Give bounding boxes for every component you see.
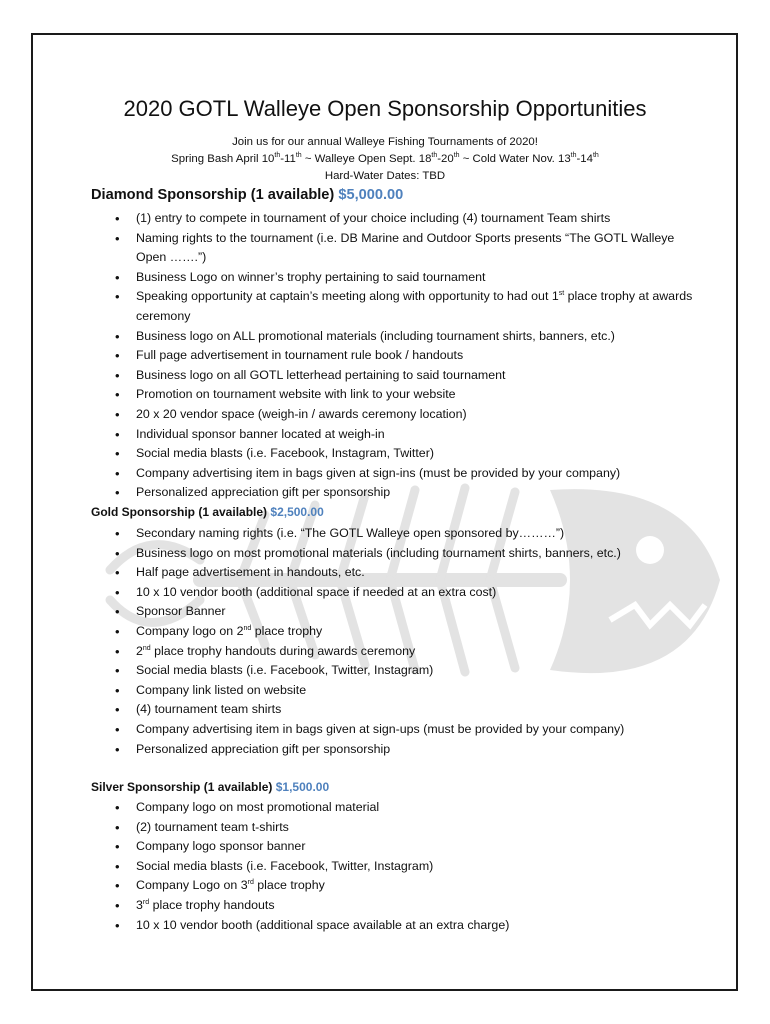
silver-heading: Silver Sponsorship (1 available) $1,500.00 [91, 780, 330, 794]
list-item: • (1) entry to compete in tournament of your choice including (4) tournament Team shirts [0, 209, 696, 229]
list-item: • Social media blasts (i.e. Facebook, Twitter, Instagram) [0, 857, 696, 877]
list-item: • 2nd place trophy handouts during awards ceremony [0, 642, 696, 662]
gold-benefits [0, 524, 770, 759]
list-item: • Business logo on ALL promotional materials (including tournament shirts, banners, etc.) [0, 327, 696, 347]
list-item: • Individual sponsor banner located at weigh-in [0, 425, 696, 445]
list-item: • Personalized appreciation gift per sponsorship [0, 483, 696, 503]
diamond-heading: Diamond Sponsorship (1 available) $5,000.00 [91, 187, 404, 203]
list-item: • Company logo sponsor banner [0, 837, 696, 857]
list-item: • Sponsor Banner [0, 602, 696, 622]
list-item: • Social media blasts (i.e. Facebook, Twitter, Instagram) [0, 661, 696, 681]
list-item: • Company logo on 2nd place trophy [0, 622, 696, 642]
list-item: • Company advertising item in bags given at sign-ups (must be provided by your company) [0, 720, 696, 740]
list-item: • Personalized appreciation gift per sponsorship [0, 740, 696, 760]
list-item: • Half page advertisement in handouts, etc. [0, 563, 696, 583]
intro [0, 134, 770, 185]
list-item: • Company Logo on 3rd place trophy [0, 876, 696, 896]
list-item: • 10 x 10 vendor booth (additional space available at an extra charge) [0, 916, 696, 936]
gold-price: $2,500.00 [270, 505, 324, 519]
list-item: • Business Logo on winner’s trophy pertaining to said tournament [0, 268, 696, 288]
list-item: • (4) tournament team shirts [0, 700, 696, 720]
page-title: 2020 GOTL Walleye Open Sponsorship Opportunities [123, 96, 647, 121]
list-item: • Full page advertisement in tournament rule book / handouts [0, 346, 696, 366]
list-item: • Social media blasts (i.e. Facebook, Instagram, Twitter) [0, 444, 696, 464]
intro-line-3: Hard-Water Dates: TBD [324, 170, 446, 182]
list-item: • 3rd place trophy handouts [0, 896, 696, 916]
list-item: • 10 x 10 vendor booth (additional space if needed at an extra cost) [0, 583, 696, 603]
list-item: • 20 x 20 vendor space (weigh-in / awards ceremony location) [0, 405, 696, 425]
list-item: • (2) tournament team t-shirts [0, 818, 696, 838]
list-item: • Company advertising item in bags given at sign-ins (must be provided by your company) [0, 464, 696, 484]
list-item: • Company logo on most promotional material [0, 798, 696, 818]
silver-price: $1,500.00 [275, 780, 330, 794]
list-item: • Secondary naming rights (i.e. “The GOTL Walleye open sponsored by………”) [0, 524, 696, 544]
diamond-price: $5,000.00 [338, 187, 404, 203]
list-item: • Business logo on most promotional materials (including tournament shirts, banners, etc.) [0, 544, 696, 564]
intro-line-2: Spring Bash April 10th-11th ~ Walleye Open Sept. 18th-20th ~ Cold Water Nov. 13th-14th [171, 152, 599, 165]
list-item: • Business logo on all GOTL letterhead pertaining to said tournament [0, 366, 696, 386]
silver-benefits [0, 798, 770, 935]
gold-heading: Gold Sponsorship (1 available) $2,500.00 [91, 505, 324, 519]
intro-line-1: Join us for our annual Walleye Fishing Tournaments of 2020! [232, 136, 538, 148]
diamond-benefits [0, 209, 770, 503]
list-item: • Promotion on tournament website with link to your website [0, 385, 696, 405]
list-item: • Speaking opportunity at captain’s meeting along with opportunity to had out 1st place trophy at awards ceremony [0, 287, 696, 326]
list-item: • Company link listed on website [0, 681, 696, 701]
list-item: • Naming rights to the tournament (i.e. DB Marine and Outdoor Sports presents “The GOTL Walleye Open …….”) [0, 229, 696, 268]
